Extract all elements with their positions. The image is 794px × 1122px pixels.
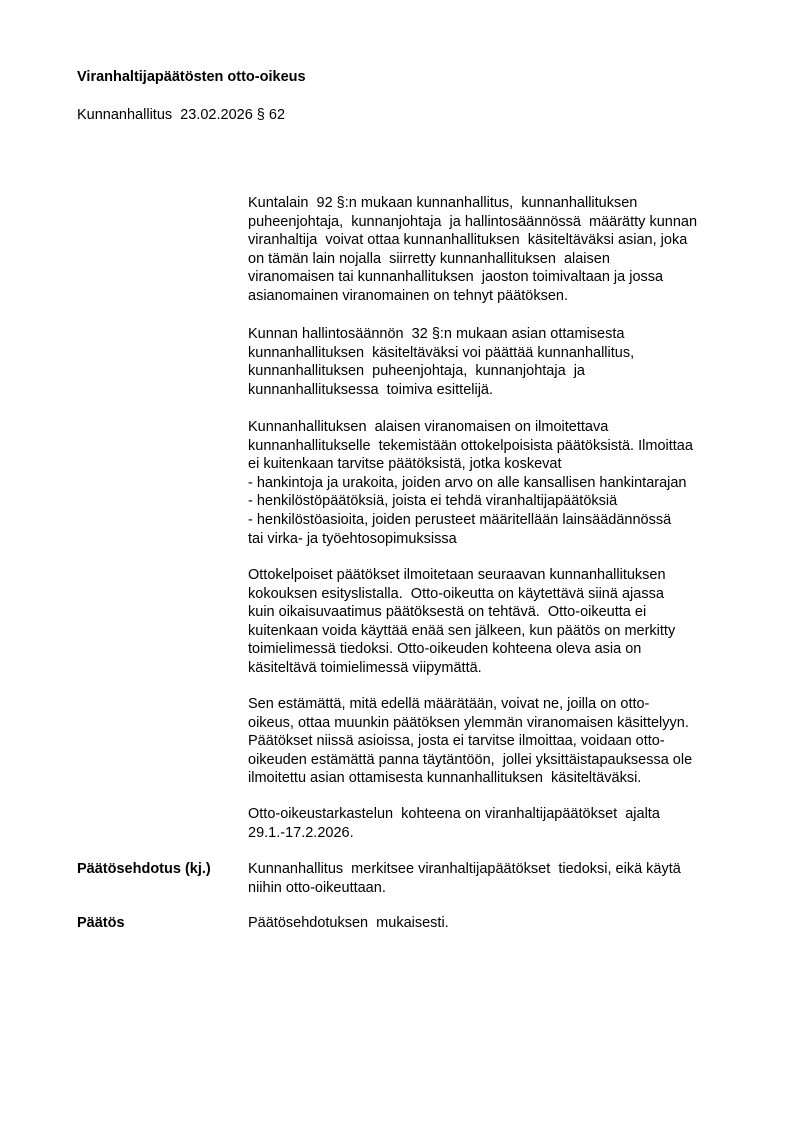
text-line: niihin otto-oikeuttaan. [248,879,386,896]
text-line: kuitenkaan voida käyttää enää sen jälkeen, kun päätös on merkitty [248,622,676,639]
text-line: kunnanhallituksen puheenjohtaja, kunnanjohtaja ja [248,363,585,380]
paragraph-notification-duty [248,418,748,548]
text-line: kunnanhallituksessa toimiva esittelijä. [248,381,494,398]
text-line: kokouksen esityslistalla. Otto-oikeutta on käytettävä siinä ajassa [248,585,664,602]
text-line: Kunnan hallintosäännön 32 §:n mukaan asian ottamisesta [248,326,625,342]
text-line: oikeuden estämättä panna täytäntöön, jollei yksittäistapauksessa ole [248,751,693,768]
paragraph-agenda-notification [248,566,748,678]
list-item: - henkilöstöpäätöksiä, joista ei tehdä viranhaltijapäätöksiä [248,493,618,510]
text-line: ilmoitettu asian ottamisesta kunnanhallituksen käsiteltäväksi. [248,770,642,787]
text-line: oikeus, ottaa muunkin päätöksen ylemmän viranomaisen käsittelyyn. [248,714,689,731]
paragraph-legal-basis [248,194,748,306]
text-line: 29.1.-17.2.2026. [248,824,354,841]
text-line: toimielimessä tiedoksi. Otto-oikeuden kohteena oleva asia on [248,641,642,658]
decision-label: Päätös [77,915,125,931]
text-line: kuin oikaisuvaatimus päätöksestä on tehtävä. Otto-oikeutta ei [248,604,647,621]
text-line: kunnanhallituksen käsiteltäväksi voi päättää kunnanhallitus, [248,344,635,361]
paragraph-review-period [248,805,748,842]
text-line: kunnanhallitukselle tekemistään ottokelpoisista päätöksistä. Ilmoittaa [248,437,693,454]
text-line: viranhaltija voivat ottaa kunnanhallituksen käsiteltäväksi asian, joka [248,232,688,249]
list-item: - hankintoja ja urakoita, joiden arvo on alle kansallisen hankintarajan [248,474,687,491]
document-title: Viranhaltijapäätösten otto-oikeus [77,69,306,85]
proposal-text [248,860,748,897]
list-item: - henkilöstöasioita, joiden perusteet määritellään lainsäädännössä [248,511,672,528]
text-line: Kunnanhallitus merkitsee viranhaltijapäätökset tiedoksi, eikä käytä [248,861,681,877]
text-line: Päätökset niissä asioissa, josta ei tarvitse ilmoittaa, voidaan otto- [248,733,665,750]
text-line: Kunnanhallituksen alaisen viranomaisen on ilmoitettava [248,419,609,435]
text-line: on tämän lain nojalla siirretty kunnanhallituksen alaisen [248,250,610,267]
paragraph-administrative-rules [248,325,748,399]
text-line: Ottokelpoiset päätökset ilmoitetaan seuraavan kunnanhallituksen [248,567,666,583]
text-line: ei kuitenkaan tarvitse päätöksistä, jotka koskevat [248,456,562,473]
text-line: viranomaisen tai kunnanhallituksen jaoston toimivaltaan ja jossa [248,269,664,286]
proposal-label: Päätösehdotus (kj.) [77,861,211,877]
text-line: Päätösehdotuksen mukaisesti. [248,915,449,931]
text-line: Otto-oikeustarkastelun kohteena on viranhaltijapäätökset ajalta [248,806,660,822]
text-line: Kuntalain 92 §:n mukaan kunnanhallitus, kunnanhallituksen [248,195,638,211]
text-line: Sen estämättä, mitä edellä määrätään, voivat ne, joilla on otto- [248,696,650,712]
decision-text [248,914,748,933]
meeting-reference: Kunnanhallitus 23.02.2026 § 62 [77,107,286,123]
text-line: asianomainen viranomainen on tehnyt päätöksen. [248,287,569,304]
paragraph-enforcement [248,695,748,788]
text-line: käsiteltävä toimielimessä viipymättä. [248,659,482,676]
text-line: tai virka- ja työehtosopimuksissa [248,530,457,547]
text-line: puheenjohtaja, kunnanjohtaja ja hallintosäännössä määrätty kunnan [248,213,698,230]
